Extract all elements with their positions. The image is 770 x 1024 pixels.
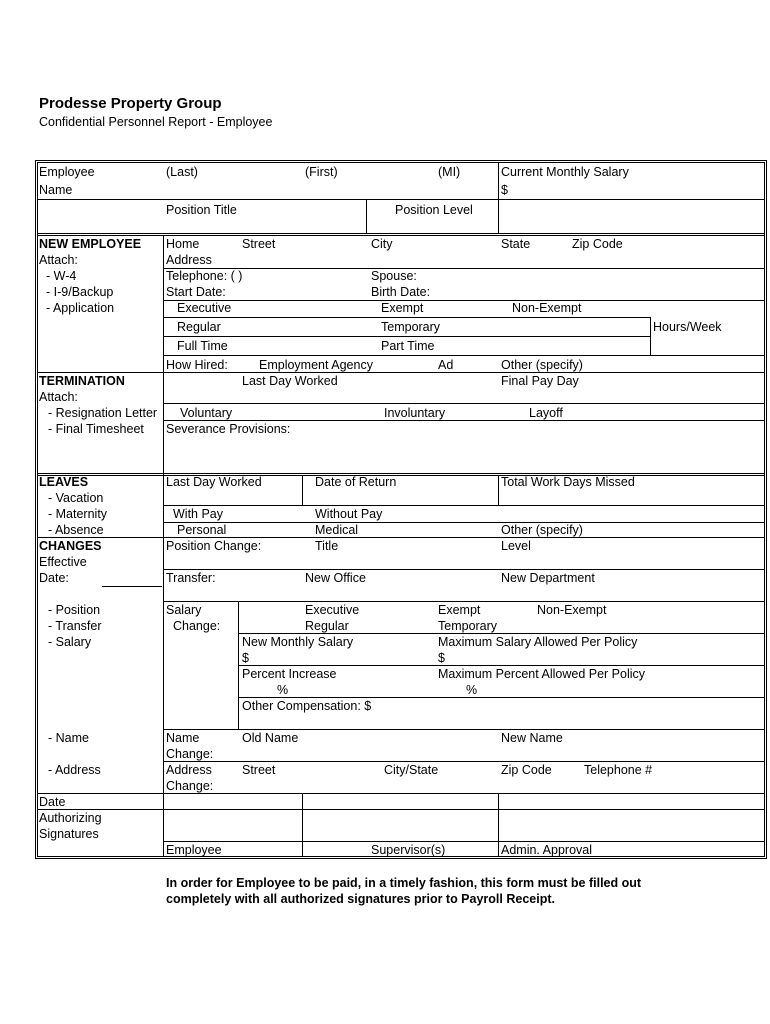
new-name-field[interactable]: New Name xyxy=(501,731,563,745)
how-hired-label: How Hired: xyxy=(166,358,228,372)
employee-name-label-2: Name xyxy=(39,183,73,197)
change-non-exempt-option[interactable]: Non-Exempt xyxy=(537,603,607,617)
change-name-item: - Name xyxy=(48,731,89,745)
employee-signature-field[interactable]: Employee xyxy=(166,843,222,857)
changes-heading: CHANGES xyxy=(39,539,102,553)
without-pay-option[interactable]: Without Pay xyxy=(315,507,383,521)
home-label: Home xyxy=(166,237,200,251)
change-zip-field[interactable]: Zip Code xyxy=(501,763,552,777)
attach-resignation-letter: - Resignation Letter xyxy=(48,406,158,420)
change-city-state-field[interactable]: City/State xyxy=(384,763,439,777)
new-employee-heading: NEW EMPLOYEE xyxy=(39,237,142,251)
change-level-field[interactable]: Level xyxy=(501,539,531,553)
start-date-field[interactable]: Start Date: xyxy=(166,285,226,299)
non-exempt-option[interactable]: Non-Exempt xyxy=(512,301,582,315)
supervisor-signature-field[interactable]: Supervisor(s) xyxy=(371,843,446,857)
leave-absence: - Absence xyxy=(48,523,104,537)
signatures-label: Signatures xyxy=(39,827,99,841)
new-monthly-salary-label: New Monthly Salary xyxy=(242,635,354,649)
telephone-field[interactable]: Telephone: ( ) xyxy=(166,269,243,283)
company-title: Prodesse Property Group xyxy=(39,95,222,112)
employment-agency-option[interactable]: Employment Agency xyxy=(259,358,373,372)
salary-change-label: Salary xyxy=(166,603,202,617)
final-pay-day-field[interactable]: Final Pay Day xyxy=(501,374,579,388)
salary-change-label-2: Change: xyxy=(173,619,221,633)
authorizing-label: Authorizing xyxy=(39,811,102,825)
old-name-field[interactable]: Old Name xyxy=(242,731,299,745)
other-compensation-field[interactable]: Other Compensation: $ xyxy=(242,699,372,713)
city-field[interactable]: City xyxy=(371,237,393,251)
position-title-field[interactable]: Position Title xyxy=(166,203,237,217)
leave-last-day-worked-field[interactable]: Last Day Worked xyxy=(166,475,262,489)
max-salary-field[interactable]: $ xyxy=(438,651,445,665)
last-name-field[interactable]: (Last) xyxy=(166,165,198,179)
max-salary-label: Maximum Salary Allowed Per Policy xyxy=(438,635,638,649)
max-percent-field[interactable]: % xyxy=(466,683,478,697)
change-street-field[interactable]: Street xyxy=(242,763,276,777)
signature-date-label: Date xyxy=(39,795,66,809)
current-salary-label: Current Monthly Salary xyxy=(501,165,629,179)
address-change-label: Address xyxy=(166,763,212,777)
state-field[interactable]: State xyxy=(501,237,531,251)
admin-approval-field[interactable]: Admin. Approval xyxy=(501,843,593,857)
new-office-field[interactable]: New Office xyxy=(305,571,366,585)
change-transfer-item: - Transfer xyxy=(48,619,102,633)
total-work-days-missed-field[interactable]: Total Work Days Missed xyxy=(501,475,635,489)
effective-label: Effective xyxy=(39,555,87,569)
birth-date-field[interactable]: Birth Date: xyxy=(371,285,431,299)
attach-final-timesheet: - Final Timesheet xyxy=(48,422,144,436)
transfer-label: Transfer: xyxy=(166,571,216,585)
exempt-option[interactable]: Exempt xyxy=(381,301,424,315)
name-change-label-2: Change: xyxy=(166,747,214,761)
middle-initial-field[interactable]: (MI) xyxy=(438,165,461,179)
regular-option[interactable]: Regular xyxy=(177,320,221,334)
personal-option[interactable]: Personal xyxy=(177,523,227,537)
leave-maternity: - Maternity xyxy=(48,507,108,521)
change-position-item: - Position xyxy=(48,603,101,617)
full-time-option[interactable]: Full Time xyxy=(177,339,228,353)
name-change-label: Name xyxy=(166,731,200,745)
effective-date-field[interactable]: Date: xyxy=(39,571,69,585)
new-department-field[interactable]: New Department xyxy=(501,571,595,585)
layoff-option[interactable]: Layoff xyxy=(529,406,563,420)
change-temporary-option[interactable]: Temporary xyxy=(438,619,498,633)
percent-increase-label: Percent Increase xyxy=(242,667,337,681)
other-specify-option[interactable]: Other (specify) xyxy=(501,358,583,372)
position-level-field[interactable]: Position Level xyxy=(395,203,473,217)
leave-vacation: - Vacation xyxy=(48,491,104,505)
attach-application: - Application xyxy=(46,301,115,315)
voluntary-option[interactable]: Voluntary xyxy=(180,406,233,420)
change-regular-option[interactable]: Regular xyxy=(305,619,349,633)
date-of-return-field[interactable]: Date of Return xyxy=(315,475,397,489)
address-change-label-2: Change: xyxy=(166,779,214,793)
payroll-notice xyxy=(166,875,641,907)
percent-increase-field[interactable]: % xyxy=(277,683,289,697)
last-day-worked-field[interactable]: Last Day Worked xyxy=(242,374,338,388)
involuntary-option[interactable]: Involuntary xyxy=(384,406,446,420)
form-subtitle: Confidential Personnel Report - Employee xyxy=(39,115,273,129)
payroll-notice-line2: completely with all authorized signatures prior to Payroll Receipt. xyxy=(166,892,555,906)
new-monthly-salary-field[interactable]: $ xyxy=(242,651,249,665)
termination-heading: TERMINATION xyxy=(39,374,125,388)
change-title-field[interactable]: Title xyxy=(315,539,339,553)
part-time-option[interactable]: Part Time xyxy=(381,339,435,353)
employee-name-label: Employee xyxy=(39,165,95,179)
change-address-item: - Address xyxy=(48,763,101,777)
termination-attach: Attach: xyxy=(39,390,78,404)
severance-provisions-field[interactable]: Severance Provisions: xyxy=(166,422,291,436)
leave-other-specify-option[interactable]: Other (specify) xyxy=(501,523,583,537)
payroll-notice-line1: In order for Employee to be paid, in a timely fashion, this form must be filled out xyxy=(166,876,642,890)
attach-i9: - I-9/Backup xyxy=(46,285,114,299)
position-change-label: Position Change: xyxy=(166,539,262,553)
leaves-heading: LEAVES xyxy=(39,475,89,489)
current-salary-field[interactable]: $ xyxy=(501,183,508,197)
attach-w4: - W-4 xyxy=(46,269,77,283)
max-percent-label: Maximum Percent Allowed Per Policy xyxy=(438,667,646,681)
executive-option[interactable]: Executive xyxy=(177,301,232,315)
temporary-option[interactable]: Temporary xyxy=(381,320,441,334)
medical-option[interactable]: Medical xyxy=(315,523,359,537)
new-employee-attach: Attach: xyxy=(39,253,78,267)
address-label: Address xyxy=(166,253,212,267)
spouse-field[interactable]: Spouse: xyxy=(371,269,417,283)
zip-field[interactable]: Zip Code xyxy=(572,237,623,251)
change-exempt-option[interactable]: Exempt xyxy=(438,603,481,617)
change-executive-option[interactable]: Executive xyxy=(305,603,360,617)
with-pay-option[interactable]: With Pay xyxy=(173,507,224,521)
hours-week-field[interactable]: Hours/Week xyxy=(653,320,722,334)
change-salary-item: - Salary xyxy=(48,635,92,649)
change-telephone-field[interactable]: Telephone # xyxy=(584,763,653,777)
first-name-field[interactable]: (First) xyxy=(305,165,338,179)
street-field[interactable]: Street xyxy=(242,237,276,251)
ad-option[interactable]: Ad xyxy=(438,358,454,372)
